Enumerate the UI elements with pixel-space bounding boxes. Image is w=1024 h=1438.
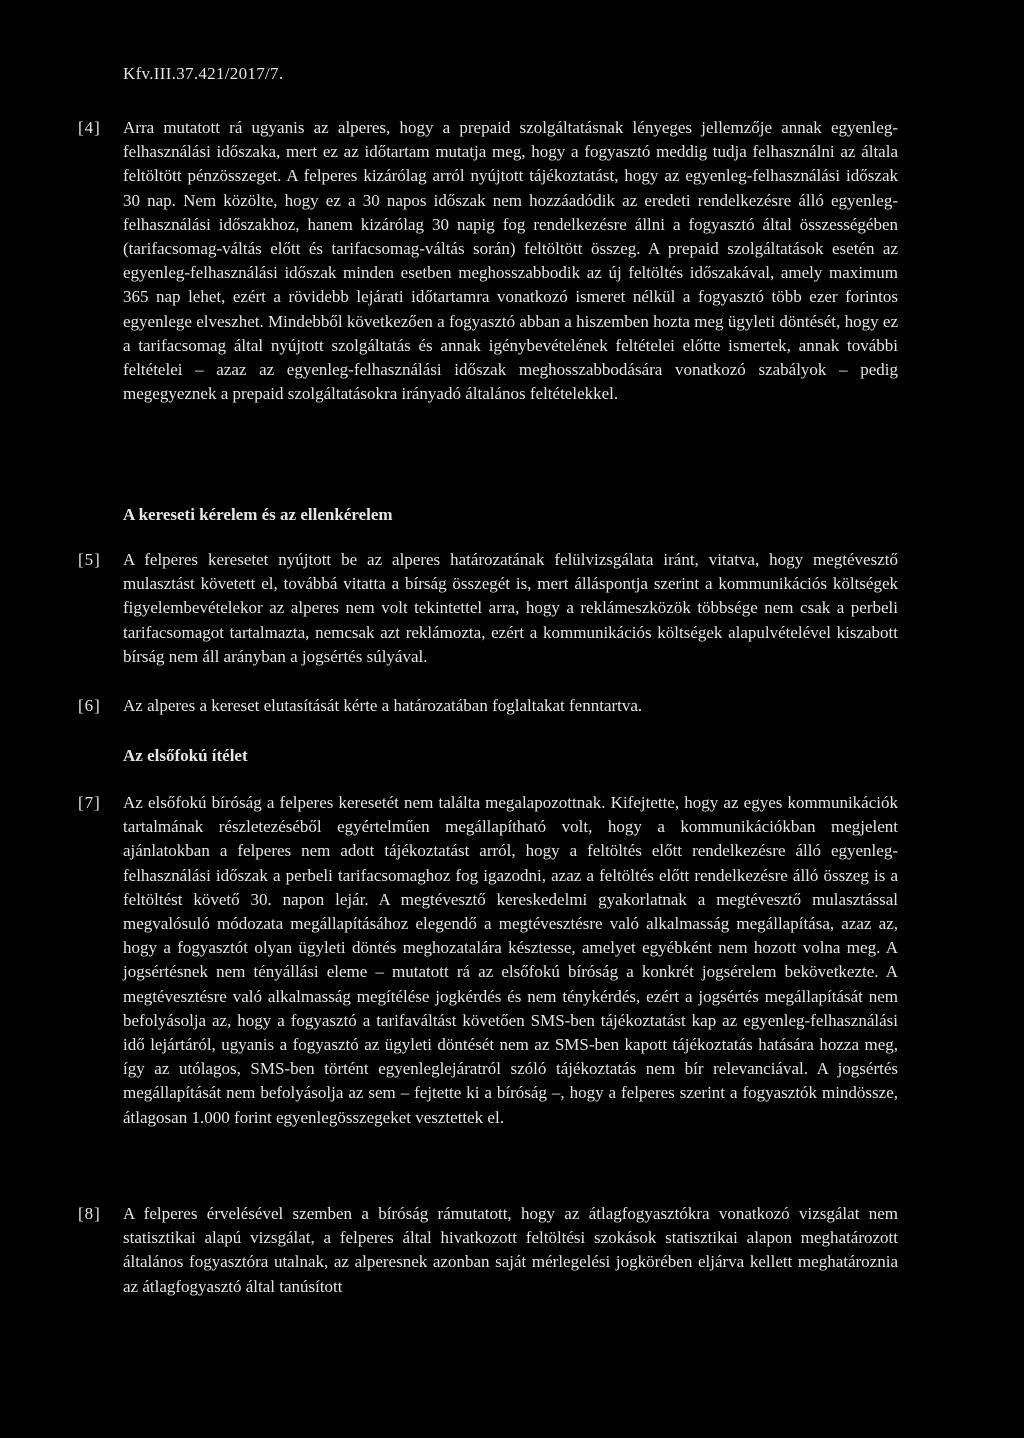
- paragraph-4: [78, 116, 898, 406]
- paragraph-text: Az alperes a kereset elutasítását kérte a határozatában foglaltakat fenntartva.: [123, 696, 643, 715]
- paragraph-7: [78, 791, 898, 1130]
- paragraph-5: [78, 548, 898, 669]
- paragraph-text: Arra mutatott rá ugyanis az alperes, hogy a prepaid szolgáltatásnak lényeges jellemzője annak egyenleg-felhasználási időszaka, mert ez az időtartam mutatja meg, hogy a fogyasztó meddig tudja felhasználni az általa feltöltött pénzösszeget. A felperes kizárólag arról nyújtott tájékoztatást, hogy az egyenleg-felhasználási időszak 30 nap. Nem közölte, hogy ez a 30 napos időszak nem hozzáadódik az eredeti rendelkezésre álló egyenleg-felhasználási időszakhoz, hanem kizárólag 30 napig fog rendelkezésre állni a fogyasztó által összességében (tarifacsomag-váltás előtt és tarifacsomag-váltás során) feltöltött összeg. A prepaid szolgáltatások esetén az egyenleg-felhasználási időszak minden esetben meghosszabbodik az új feltöltés időszakával, amely maximum 365 nap lehet, ezért a rövidebb lejárati időtartamra vonatkozó ismeret nélkül a fogyasztó több ezer forintos egyenlege elveszhet. Mindebből következően a fogyasztó abban a hiszemben hozta meg ügyleti döntését, hogy ez a tarifacsomag által nyújtott szolgáltatás és annak igénybevételének feltételei előtte ismertek, annak további feltételei – azaz az egyenleg-felhasználási időszak meghosszabbodására vonatkozó szabályok – pedig megegyeznek a prepaid szolgáltatásokra irányadó általános feltételekkel.: [123, 118, 898, 404]
- paragraph-text: A felperes keresetet nyújtott be az alperes határozatának felülvizsgálata iránt, vitatva, hogy megtévesztő mulasztást követett el, továbbá vitatta a bírság összegét is, mert álláspontja szerint a kommunikációs költségek figyelembevételekor az alperes nem volt tekintettel arra, hogy a reklámeszközök többsége nem csak a perbeli tarifacsomagot tartalmazta, nemcsak azt reklámozta, ezért a kommunikációs költségek alapulvételével kiszabott bírság nem áll arányban a jogsértés súlyával.: [123, 550, 898, 666]
- paragraph-number: [5]: [78, 550, 101, 569]
- section-heading-elsofoku: Az elsőfokú ítélet: [123, 746, 248, 765]
- paragraph-text: A felperes érvelésével szemben a bíróság rámutatott, hogy az átlagfogyasztókra vonatkozó vizsgálat nem statisztikai alapú vizsgálat, a felperes által hivatkozott feltöltési szokások statisztikai alapon meghatározott általános fogyasztóra utalnak, az alperesnek azonban saját mérlegelési jogkörében eljárva kellett meghatároznia az átlagfogyasztó által tanúsított: [123, 1204, 898, 1296]
- case-number: Kfv.III.37.421/2017/7.: [123, 64, 284, 83]
- paragraph-number: [8]: [78, 1204, 101, 1223]
- paragraph-6: [78, 694, 898, 718]
- section-heading-kereseti: A kereseti kérelem és az ellenkérelem: [123, 505, 393, 524]
- paragraph-number: [4]: [78, 118, 101, 137]
- paragraph-number: [7]: [78, 793, 101, 812]
- paragraph-number: [6]: [78, 696, 101, 715]
- paragraph-text: Az elsőfokú bíróság a felperes keresetét nem találta megalapozottnak. Kifejtette, hogy az egyes kommunikációk tartalmának részletezéséből egyértelműen megállapítható volt, hogy a kommunikációkban megjelent ajánlatokban a felperes nem adott tájékoztatást arról, hogy a feltöltés előtt rendelkezésre álló egyenleg-felhasználási időszak a perbeli tarifacsomaghoz fog igazodni, azaz a feltöltés előtt rendelkezésre álló összeg is a feltöltést követő 30. napon lejár. A megtévesztő kereskedelmi gyakorlatnak a megtévesztő mulasztással megvalósuló módozata megállapításához elegendő a megtévesztésre való alkalmasság megállapítása, azaz az, hogy a fogyasztót olyan ügyleti döntés meghozatalára késztesse, amelyet egyébként nem hozott volna meg. A jogsértésnek nem tényállási eleme – mutatott rá az elsőfokú bíróság a konkrét jogsérelem bekövetkezte. A megtévesztésre való alkalmasság megítélése jogkérdés és nem ténykérdés, ezért a jogsértés megállapítását nem befolyásolja az, hogy a fogyasztó a tarifaváltást követően SMS-ben tájékoztatást kap az egyenleg-felhasználási idő lejártáról, ugyanis a fogyasztó az ügyleti döntését nem az SMS-ben kapott tájékoztatás hatására hozza meg, így az utólagos, SMS-ben történt egyenleglejáratról szóló tájékoztatás nem bír relevanciával. A jogsértés megállapítását nem befolyásolja az sem – fejtette ki a bíróság –, hogy a felperes szerint a fogyasztók mindössze, átlagosan 1.000 forint egyenlegösszegeket vesztettek el.: [123, 793, 898, 1127]
- paragraph-8: [78, 1202, 898, 1299]
